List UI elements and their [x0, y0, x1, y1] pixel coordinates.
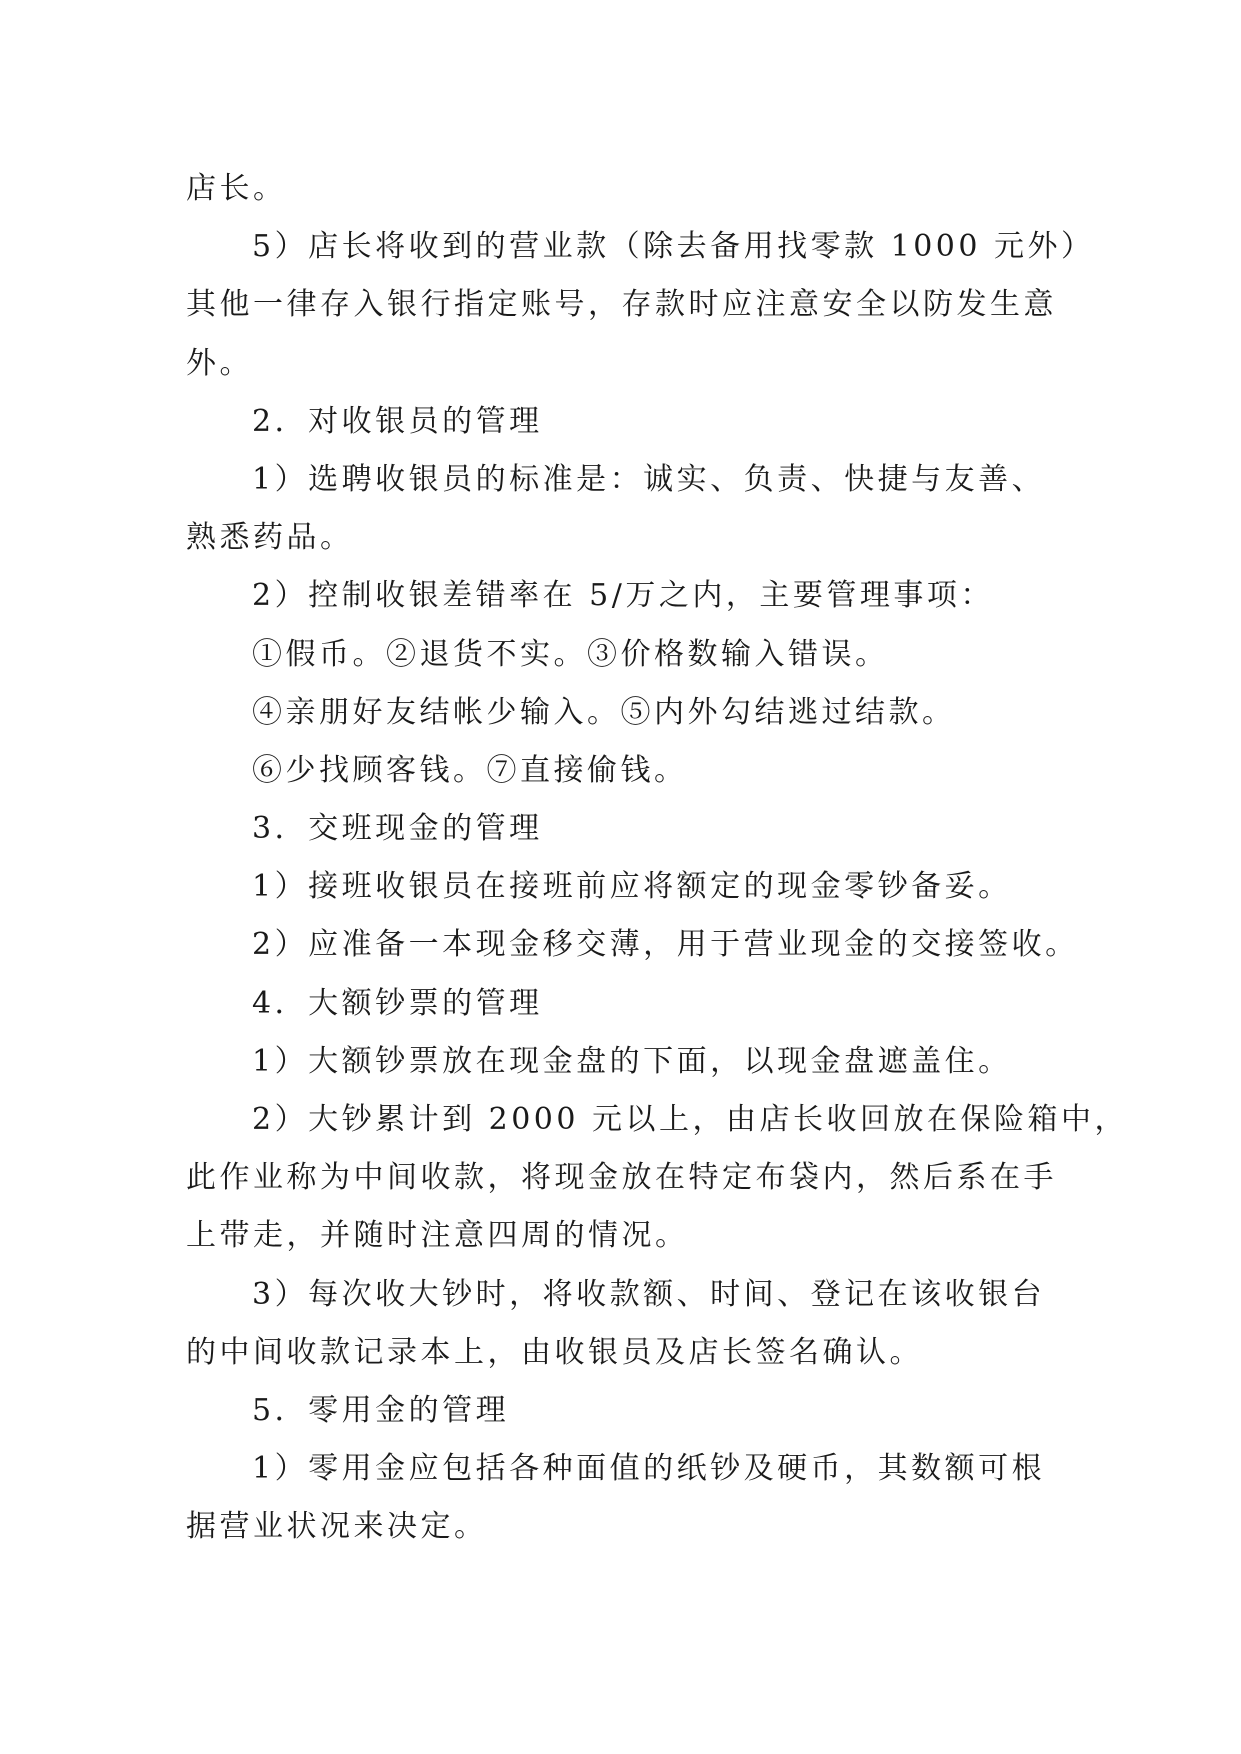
- section-heading: 4．大额钞票的管理: [252, 985, 543, 1021]
- text-line: ⑥少找顾客钱。⑦直接偷钱。: [252, 752, 688, 788]
- text-line: ④亲朋好友结帐少输入。⑤内外勾结逃过结款。: [252, 694, 956, 730]
- text-line: 1）接班收银员在接班前应将额定的现金零钞备妥。: [252, 869, 1012, 905]
- text-line: 5）店长将收到的营业款（除去备用找零款 1000 元外）: [252, 229, 1095, 265]
- text-line: 外。: [186, 345, 253, 381]
- text-line: 其他一律存入银行指定账号，存款时应注意安全以防发生意: [186, 287, 1057, 323]
- text-line: 3）每次收大钞时，将收款额、时间、登记在该收银台: [252, 1276, 1046, 1312]
- text-line: 店长。: [186, 171, 287, 206]
- text-line: 上带走，并随时注意四周的情况。: [186, 1218, 689, 1254]
- section-heading: 3．交班现金的管理: [252, 811, 543, 847]
- text-line: ①假币。②退货不实。③价格数输入错误。: [252, 636, 889, 672]
- section-heading: 5．零用金的管理: [252, 1392, 510, 1428]
- text-line: 2）控制收银差错率在 5/万之内，主要管理事项：: [252, 578, 994, 614]
- text-line: 1）选聘收银员的标准是：诚实、负责、快捷与友善、: [252, 461, 1046, 497]
- text-line: 的中间收款记录本上，由收银员及店长签名确认。: [186, 1334, 923, 1370]
- text-line: 2）应准备一本现金移交薄，用于营业现金的交接签收。: [252, 927, 1079, 963]
- text-line: 据营业状况来决定。: [186, 1509, 488, 1545]
- text-line: 1）零用金应包括各种面值的纸钞及硬币，其数额可根: [252, 1451, 1046, 1487]
- body-text: [186, 160, 1129, 1557]
- text-line: 1）大额钞票放在现金盘的下面，以现金盘遮盖住。: [252, 1043, 1012, 1079]
- text-line: 熟悉药品。: [186, 520, 354, 556]
- text-line: 2）大钞累计到 2000 元以上，由店长收回放在保险箱中，: [252, 1102, 1129, 1137]
- text-line: 此作业称为中间收款，将现金放在特定布袋内，然后系在手: [186, 1160, 1057, 1196]
- section-heading: 2．对收银员的管理: [252, 403, 543, 439]
